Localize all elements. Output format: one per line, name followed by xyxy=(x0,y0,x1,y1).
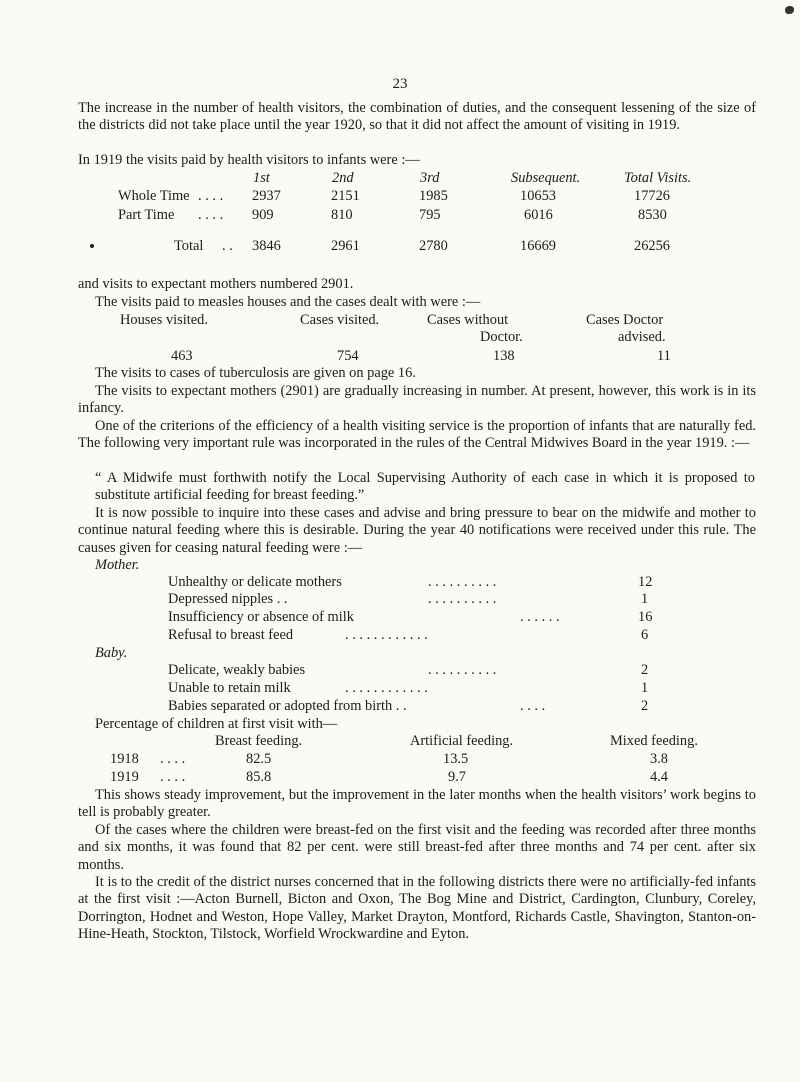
credit-paragraph: It is to the credit of the district nurses concerned that in the following districts there were no artificially-fed infants at the first visit :—Acton Burnell, Bicton and Oxon, The Bog Mine and District, Cardington, Clunbury, Coreley, Dorrington, Hodnet and Weston, Hope Valley, Market Drayton, Montford, Richards Castle, Shavington, Stanton-on-Hine-Heath, Stockton, Tilstock, Worfield Wrockwardine and Eyton. xyxy=(78,874,756,943)
col-header-cases-without: Cases without xyxy=(427,312,509,328)
cell: 795 xyxy=(419,207,441,223)
col-header-houses-visited: Houses visited. xyxy=(120,312,208,328)
now-paragraph: It is now possible to inquire into these cases and advise and bring pressure to bear on the midwife and mother to continue natural feeding where this is desirable. During the year 40 notifications were received under this rule. The causes given for ceasing natural feeding were :— xyxy=(78,505,756,556)
col-header-2nd: 2nd xyxy=(332,170,354,186)
tb-line: The visits to cases of tuberculosis are given on page 16. xyxy=(95,365,416,381)
cell: 754 xyxy=(337,348,359,364)
expectant-visits-line: and visits to expectant mothers numbered 2901. xyxy=(78,276,354,292)
cause-label: Insufficiency or absence of milk xyxy=(168,609,354,625)
cause-count: 2 xyxy=(641,698,649,714)
cases-paragraph: Of the cases where the children were breast-fed on the first visit and the feeding was recorded after three months and six months, it was found that 82 per cent. were still breast-fed after three months and 74 per cent. after six months. xyxy=(78,822,756,873)
col-header-mixed-feeding: Mixed feeding. xyxy=(610,733,698,749)
cause-label: Babies separated or adopted from birth . . xyxy=(168,698,407,714)
cell: 138 xyxy=(493,348,515,364)
col-header-total-visits: Total Visits. xyxy=(624,170,692,186)
cell: 3.8 xyxy=(650,751,668,767)
leader-dots: . . . . . . xyxy=(520,609,560,625)
ink-dot xyxy=(90,244,94,248)
cell: 2151 xyxy=(331,188,360,204)
cause-count: 12 xyxy=(638,574,653,590)
leader-dots: . . xyxy=(222,238,233,254)
criterion-paragraph: One of the criterions of the efficiency of a health visiting service is the proportion of infants that are naturally fed. The following very important rule was incorporated in the rules of the Central Midwives Board in the year 1919. :— xyxy=(78,418,756,452)
cell: 8530 xyxy=(638,207,667,223)
cause-label: Unhealthy or delicate mothers xyxy=(168,574,342,590)
cell: 463 xyxy=(171,348,193,364)
cause-count: 16 xyxy=(638,609,653,625)
cell: 6016 xyxy=(524,207,553,223)
cell: 9.7 xyxy=(448,769,466,785)
cell: 26256 xyxy=(634,238,670,254)
row-label: Whole Time xyxy=(118,188,190,204)
ink-mark xyxy=(785,6,794,14)
leader-dots: . . . . . . . . . . xyxy=(428,662,497,678)
cell: 2937 xyxy=(252,188,281,204)
percentage-intro: Percentage of children at first visit with— xyxy=(95,716,338,732)
leader-dots: . . . . xyxy=(198,207,224,223)
cell: 13.5 xyxy=(443,751,469,767)
cell: 17726 xyxy=(634,188,670,204)
col-header-advised: advised. xyxy=(618,329,666,345)
expectant-paragraph: The visits to expectant mothers (2901) are gradually increasing in number. At present, however, this work is in its infancy. xyxy=(78,383,756,417)
visits-intro: In 1919 the visits paid by health visitors to infants were :— xyxy=(78,152,420,168)
cell: 4.4 xyxy=(650,769,668,785)
cell: 82.5 xyxy=(246,751,272,767)
page-number: 23 xyxy=(392,76,408,92)
cell: 2780 xyxy=(419,238,448,254)
baby-heading: Baby. xyxy=(95,645,128,661)
row-label: Total xyxy=(174,238,204,254)
cell: 1985 xyxy=(419,188,448,204)
cause-label: Depressed nipples . . xyxy=(168,591,288,607)
cause-count: 1 xyxy=(641,591,649,607)
cell: 3846 xyxy=(252,238,281,254)
col-header-breast-feeding: Breast feeding. xyxy=(215,733,303,749)
cause-count: 6 xyxy=(641,627,649,643)
leader-dots: . . . . . . . . . . xyxy=(428,574,497,590)
cause-label: Refusal to breast feed xyxy=(168,627,294,643)
leader-dots: . . . . xyxy=(198,188,224,204)
leader-dots: . . . . xyxy=(160,751,186,767)
intro-paragraph: The increase in the number of health visitors, the combination of duties, and the consequent lessening of the size of the districts did not take place until the year 1920, so that it did not affect the amount of visiting in 1919. xyxy=(78,100,756,134)
col-header-subsequent: Subsequent. xyxy=(511,170,581,186)
rule-quote: “ A Midwife must forthwith notify the Local Supervising Authority of each case in which it is proposed to substitute artificial feeding for breast feeding.” xyxy=(95,470,755,504)
col-header-3rd: 3rd xyxy=(420,170,440,186)
cause-label: Unable to retain milk xyxy=(168,680,291,696)
leader-dots: . . . . xyxy=(520,698,546,714)
col-header-cases-visited: Cases visited. xyxy=(300,312,380,328)
cause-label: Delicate, weakly babies xyxy=(168,662,306,678)
col-header-cases-doctor: Cases Doctor xyxy=(586,312,664,328)
mother-heading: Mother. xyxy=(95,557,140,573)
cell: 10653 xyxy=(520,188,556,204)
cause-count: 1 xyxy=(641,680,649,696)
year: 1918 xyxy=(110,751,139,767)
cause-count: 2 xyxy=(641,662,649,678)
cell: 85.8 xyxy=(246,769,272,785)
col-header-artificial-feeding: Artificial feeding. xyxy=(410,733,514,749)
cell: 810 xyxy=(331,207,353,223)
measles-intro: The visits paid to measles houses and the cases dealt with were :— xyxy=(95,294,481,310)
leader-dots: . . . . xyxy=(160,769,186,785)
cell: 2961 xyxy=(331,238,360,254)
col-header-doctor: Doctor. xyxy=(480,329,523,345)
row-label: Part Time xyxy=(118,207,175,223)
col-header-1st: 1st xyxy=(253,170,270,186)
leader-dots: . . . . . . . . . . xyxy=(428,591,497,607)
cell: 11 xyxy=(657,348,671,364)
year: 1919 xyxy=(110,769,139,785)
leader-dots: . . . . . . . . . . . . xyxy=(345,680,428,696)
cell: 909 xyxy=(252,207,274,223)
improvement-paragraph: This shows steady improvement, but the improvement in the later months when the health visitors’ work begins to tell is probably greater. xyxy=(78,787,756,821)
leader-dots: . . . . . . . . . . . . xyxy=(345,627,428,643)
cell: 16669 xyxy=(520,238,556,254)
